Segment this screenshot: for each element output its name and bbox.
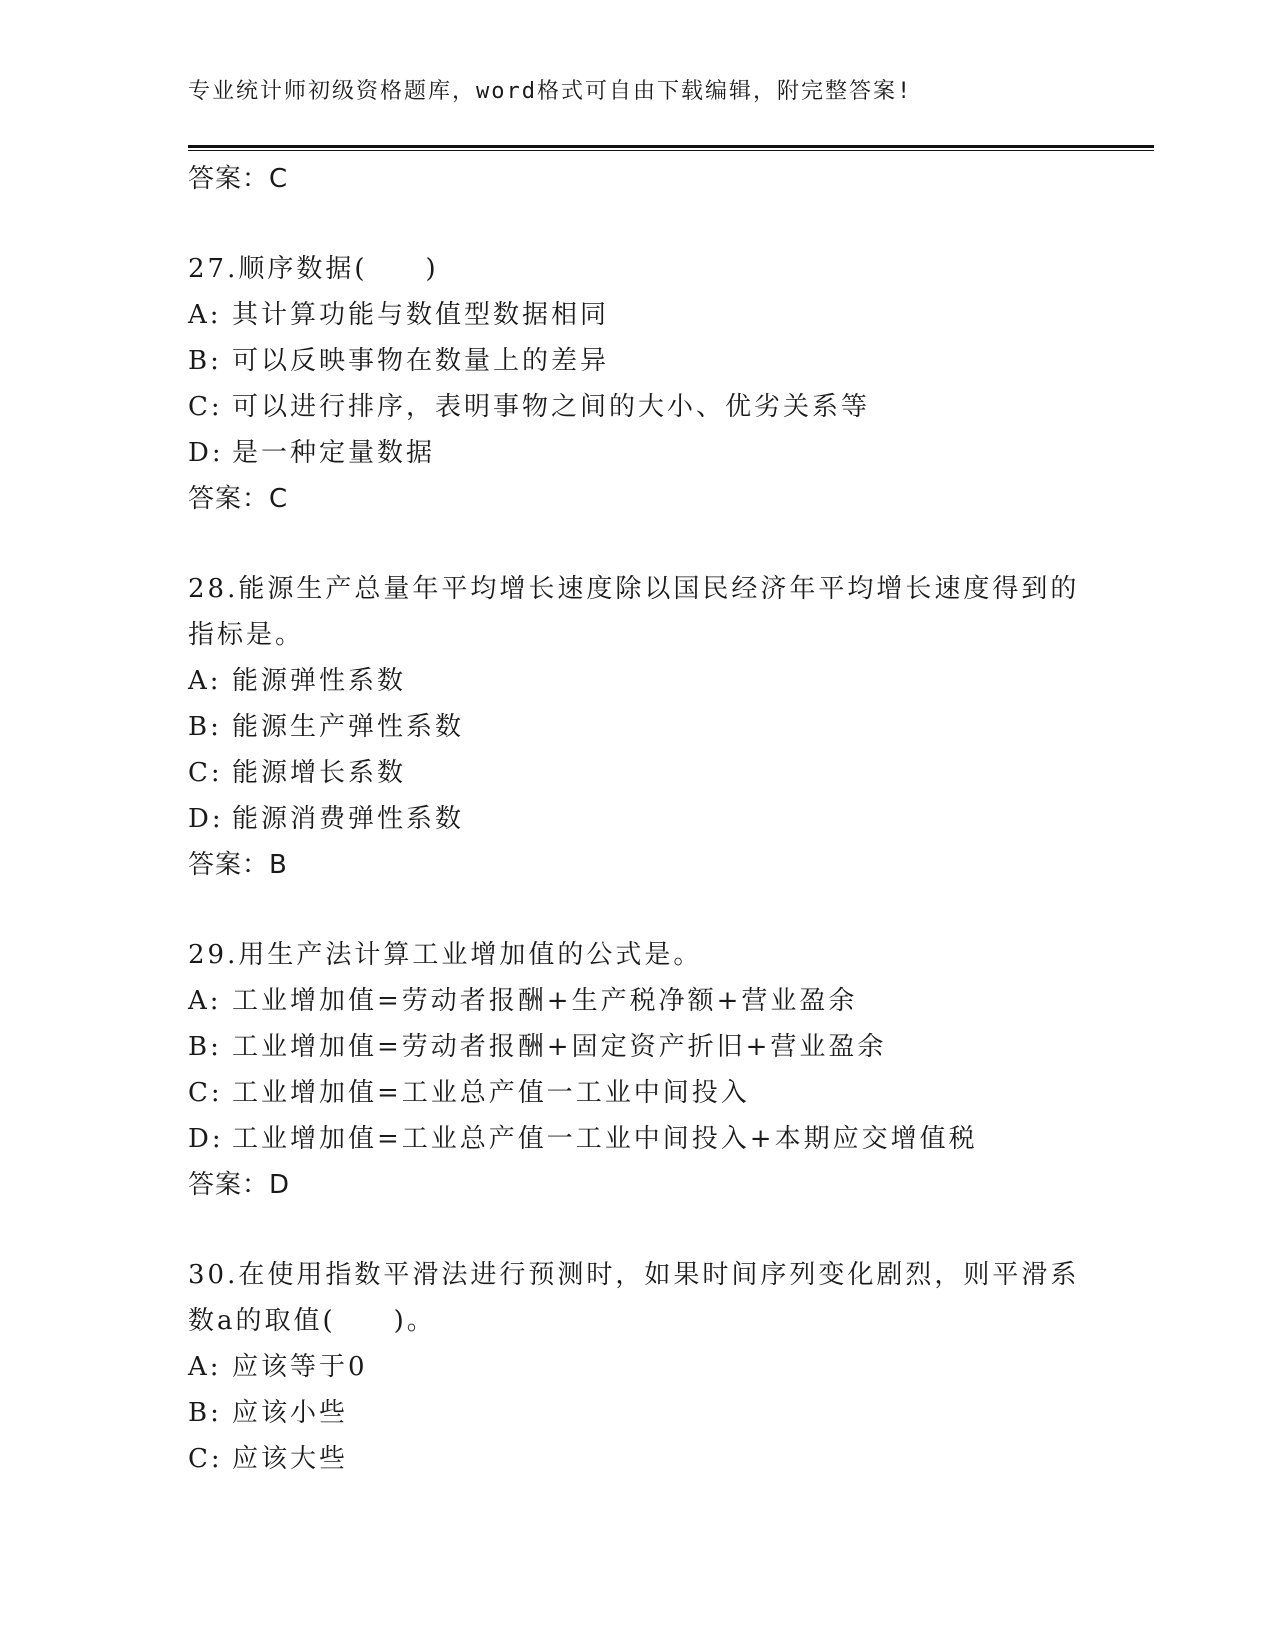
question-block <box>188 1252 1088 1482</box>
option-label: C: <box>188 1444 223 1474</box>
option-label: D: <box>188 804 224 834</box>
question-stem: 29.用生产法计算工业增加值的公式是。 <box>188 940 703 970</box>
option-b <box>188 1390 1088 1436</box>
option-text: 应该等于0 <box>232 1352 368 1382</box>
option-label: A: <box>188 986 222 1016</box>
question-stem: 28.能源生产总量年平均增长速度除以国民经济年平均增长速度得到的 <box>188 574 1080 604</box>
option-d <box>188 796 1088 842</box>
option-text: 其计算功能与数值型数据相同 <box>232 300 610 330</box>
option-label: C: <box>188 392 223 422</box>
question-stem: 27.顺序数据( ) <box>188 254 439 284</box>
answer-line: 答案：C <box>188 484 289 514</box>
option-label: C: <box>188 1078 223 1108</box>
option-label: A: <box>188 1352 222 1382</box>
question-block <box>188 932 1088 1208</box>
question-stem-continued: 数a的取值( )。 <box>188 1306 436 1336</box>
header-rule-thin <box>188 150 1154 151</box>
option-text: 工业增加值=工业总产值一工业中间投入+本期应交增值税 <box>232 1124 978 1154</box>
option-a <box>188 978 1088 1024</box>
question-stem: 30.在使用指数平滑法进行预测时，如果时间序列变化剧烈，则平滑系 <box>188 1260 1080 1290</box>
option-text: 能源生产弹性系数 <box>232 712 465 742</box>
page-header: 专业统计师初级资格题库，word格式可自由下载编辑，附完整答案! <box>188 79 913 104</box>
option-label: B: <box>188 1398 222 1428</box>
option-text: 可以进行排序，表明事物之间的大小、优劣关系等 <box>232 392 871 422</box>
option-label: A: <box>188 300 222 330</box>
option-label: B: <box>188 346 222 376</box>
question-block <box>188 566 1088 888</box>
option-text: 能源消费弹性系数 <box>232 804 465 834</box>
option-b <box>188 338 1088 384</box>
option-label: D: <box>188 438 224 468</box>
option-b <box>188 1024 1088 1070</box>
answer-line: 答案：C <box>188 164 289 194</box>
option-text: 工业增加值=劳动者报酬+生产税净额+营业盈余 <box>232 986 858 1016</box>
option-text: 应该大些 <box>232 1444 349 1474</box>
option-c <box>188 384 1088 430</box>
option-text: 是一种定量数据 <box>232 438 436 468</box>
option-label: C: <box>188 758 223 788</box>
option-text: 工业增加值=劳动者报酬+固定资产折旧+营业盈余 <box>232 1032 887 1062</box>
option-c <box>188 1436 1088 1482</box>
answer-line: 答案：D <box>188 1170 291 1200</box>
option-a <box>188 658 1088 704</box>
option-b <box>188 704 1088 750</box>
option-label: B: <box>188 1032 222 1062</box>
question-content <box>188 156 1088 1482</box>
option-label: A: <box>188 666 222 696</box>
option-text: 应该小些 <box>232 1398 349 1428</box>
header-rule-thick <box>188 145 1154 148</box>
option-text: 可以反映事物在数量上的差异 <box>232 346 610 376</box>
answer-line: 答案：B <box>188 850 288 880</box>
option-label: B: <box>188 712 222 742</box>
question-stem-continued: 指标是。 <box>188 620 305 650</box>
option-c <box>188 750 1088 796</box>
question-block <box>188 246 1088 522</box>
option-d <box>188 1116 1088 1162</box>
option-a <box>188 292 1088 338</box>
option-text: 能源增长系数 <box>232 758 407 788</box>
option-label: D: <box>188 1124 224 1154</box>
option-d <box>188 430 1088 476</box>
option-a <box>188 1344 1088 1390</box>
option-text: 能源弹性系数 <box>232 666 407 696</box>
option-text: 工业增加值=工业总产值一工业中间投入 <box>232 1078 750 1108</box>
option-c <box>188 1070 1088 1116</box>
